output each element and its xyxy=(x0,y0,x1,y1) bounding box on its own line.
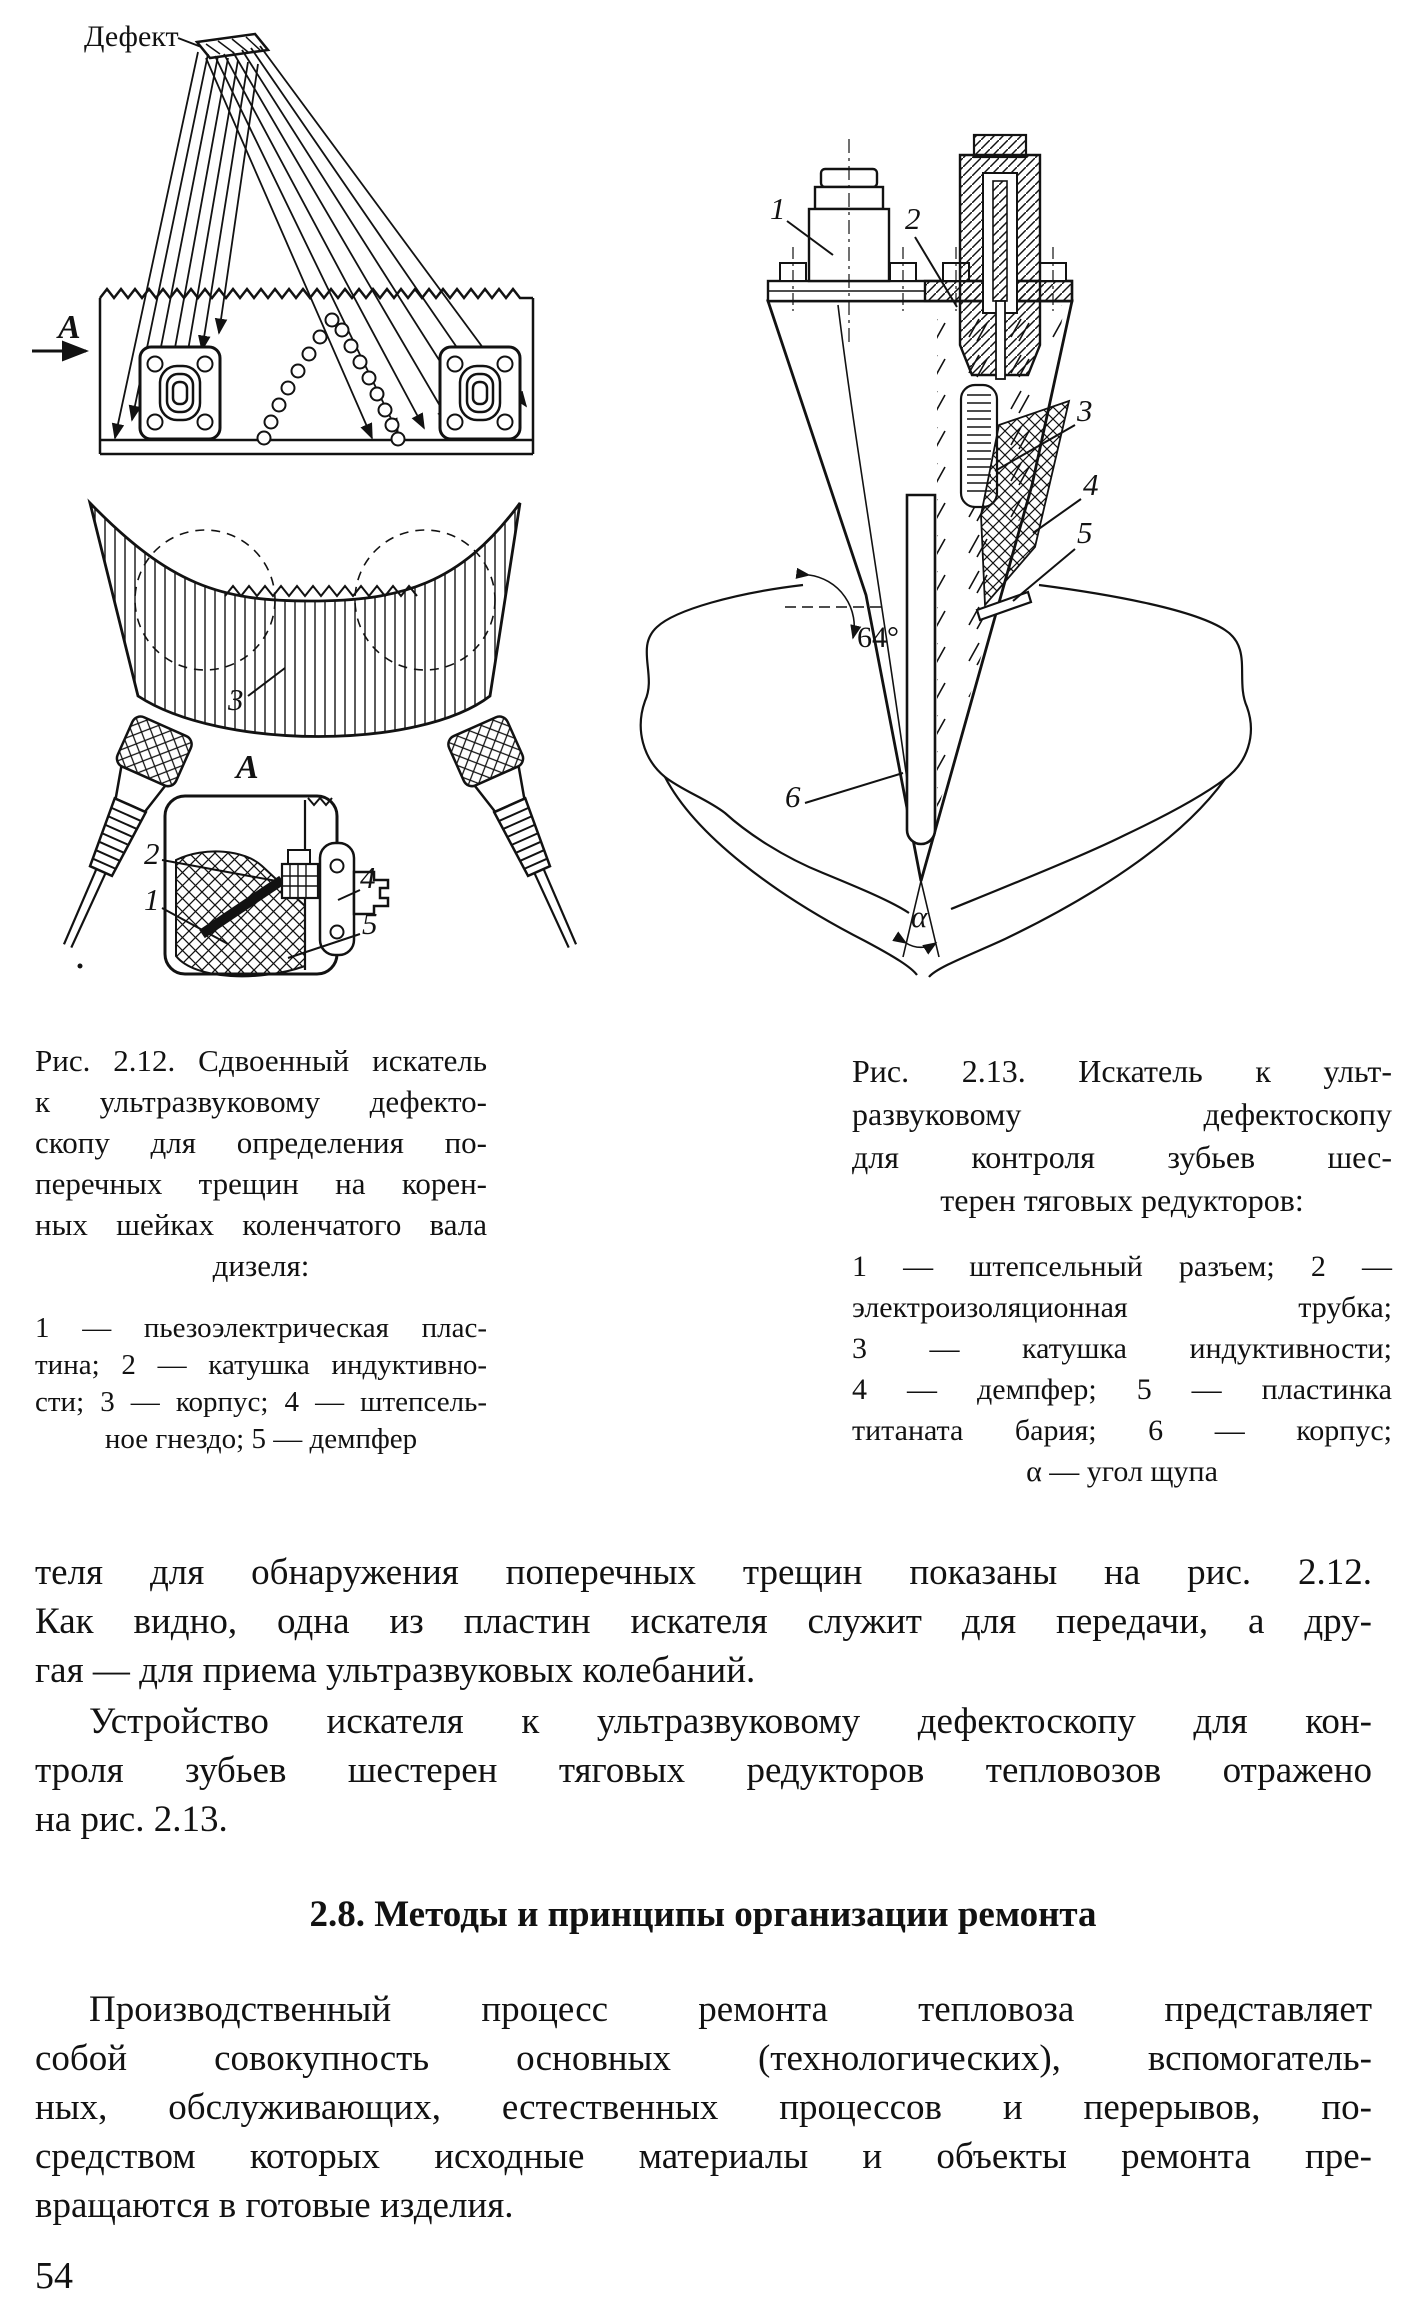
reflected-beam-dots xyxy=(258,314,405,446)
label6-leader xyxy=(805,773,903,803)
detail-label-5: 5 xyxy=(362,906,378,941)
figure-2-13-drawing xyxy=(585,95,1395,1035)
probe-right xyxy=(446,714,580,959)
defect-label: Дефект xyxy=(84,20,179,53)
sensor-plate-left xyxy=(140,347,220,439)
fig213-label-2: 2 xyxy=(905,201,921,236)
text-line: 1 — штепсельный разъем; 2 — xyxy=(852,1250,1392,1283)
body-paragraph-1 xyxy=(35,1548,1372,1695)
text-line: Рис. 2.13. Искатель к ульт- xyxy=(852,1053,1392,1089)
caption-fig-2-13-legend xyxy=(852,1246,1392,1492)
alpha-angle-annotation xyxy=(903,881,939,957)
fig-2-13-svg xyxy=(585,95,1395,1035)
text-line: ных шейках коленчатого вала xyxy=(35,1207,487,1242)
text-line: Рис. 2.12. Сдвоенный искатель xyxy=(35,1043,487,1078)
detail-label-1: 1 xyxy=(144,882,160,917)
fig213-label-4: 4 xyxy=(1083,467,1099,502)
fig213-label-5: 5 xyxy=(1077,515,1093,550)
text-line: средством которых исходные материалы и объекты ремонта пре- xyxy=(35,2136,1372,2177)
sensor-plate-right xyxy=(440,347,520,439)
text-line: скопу для определения по- xyxy=(35,1125,487,1160)
text-line: дизеля: xyxy=(212,1248,310,1283)
text-line: Устройство искателя к ультразвуковому дефектоскопу для кон- xyxy=(89,1701,1372,1742)
text-line: к ультразвуковому дефекто- xyxy=(35,1084,487,1119)
text-line: развуковому дефектоскопу xyxy=(852,1096,1392,1132)
text-line: 1 — пьезоэлектрическая плас- xyxy=(35,1312,487,1344)
fig213-label-3: 3 xyxy=(1077,393,1093,428)
text-line: электроизоляционная трубка; xyxy=(852,1291,1392,1324)
alpha-label: α xyxy=(911,899,928,934)
angle-64-label: 64° xyxy=(857,621,899,654)
text-line: ное гнездо; 5 — демпфер xyxy=(104,1423,418,1455)
detail-label-2: 2 xyxy=(144,836,160,871)
center-slot xyxy=(907,495,935,844)
text-line: на рис. 2.13. xyxy=(35,1799,228,1840)
text-line: 4 — демпфер; 5 — пластинка xyxy=(852,1373,1392,1406)
text-line: теля для обнаружения поперечных трещин показаны на рис. 2.12. xyxy=(35,1552,1372,1593)
body-paragraph-3 xyxy=(35,1985,1372,2230)
view-a-label: А xyxy=(58,309,81,346)
text-line: собой совокупность основных (технологических), вспомогатель- xyxy=(35,2038,1372,2079)
text-line: гая — для приема ультразвуковых колебаний. xyxy=(35,1650,756,1691)
caption-fig-2-12-title xyxy=(35,1040,487,1286)
insulating-tube-assembly xyxy=(960,135,1040,379)
text-line: перечных трещин на корен- xyxy=(35,1166,487,1201)
text-line: α — угол щупа xyxy=(1026,1455,1218,1488)
journal-band xyxy=(90,503,520,737)
page-number: 54 xyxy=(35,2255,73,2297)
fig-2-12-svg xyxy=(20,8,580,1008)
detail-label-4: 4 xyxy=(360,860,376,895)
text-line: терен тяговых редукторов: xyxy=(940,1182,1304,1218)
text-line: Производственный процесс ремонта тепловоза представляет xyxy=(89,1989,1372,2030)
fig213-label-6: 6 xyxy=(785,779,801,814)
text-line: для контроля зубьев шес- xyxy=(852,1139,1392,1175)
text-line: вращаются в готовые изделия. xyxy=(35,2185,514,2226)
caption-fig-2-13-title xyxy=(852,1050,1392,1222)
figure-2-12-drawing xyxy=(20,8,580,1008)
band-number-label: 3 xyxy=(228,682,244,717)
text-line: титаната бария; 6 — корпус; xyxy=(852,1414,1392,1447)
text-line: ных, обслуживающих, естественных процессов и перерывов, по- xyxy=(35,2087,1372,2128)
section-heading: 2.8. Методы и принципы организации ремонта xyxy=(309,1894,1097,1935)
text-line: сти; 3 — корпус; 4 — штепсель- xyxy=(35,1386,487,1418)
text-line: троля зубьев шестерен тяговых редукторов тепловозов отражено xyxy=(35,1750,1372,1791)
coil-window xyxy=(282,864,318,898)
text-line: тина; 2 — катушка индуктивно- xyxy=(35,1349,487,1381)
text-line: 3 — катушка индуктивности; xyxy=(852,1332,1392,1365)
body-paragraph-2 xyxy=(35,1697,1372,1844)
detail-a-title: А xyxy=(236,749,259,786)
fig213-label-1: 1 xyxy=(770,191,786,226)
text-line: Как видно, одна из пластин искателя служит для передачи, а дру- xyxy=(35,1601,1372,1642)
caption-fig-2-12-legend xyxy=(35,1310,487,1458)
